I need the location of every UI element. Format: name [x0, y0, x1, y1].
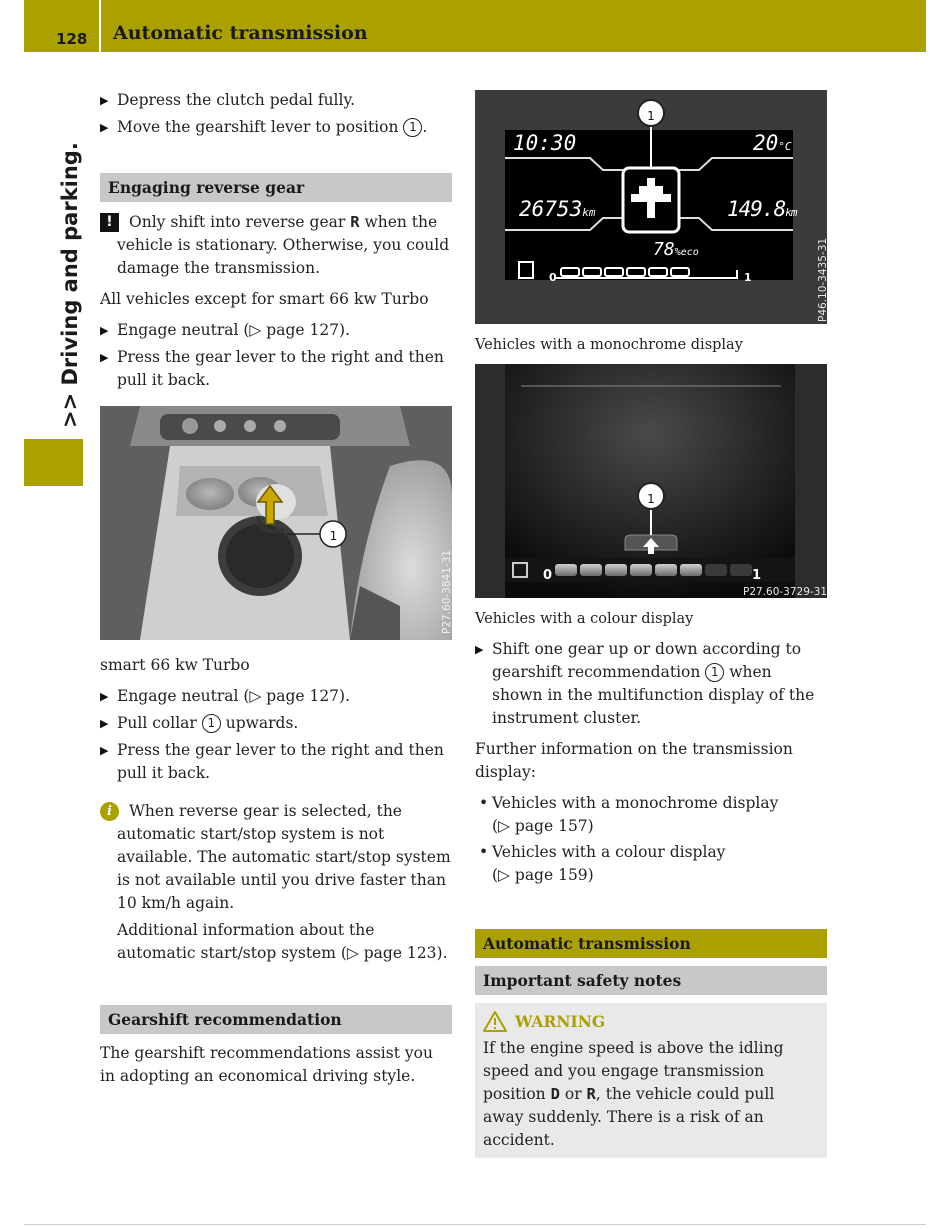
step-arrow-icon: ▶	[475, 643, 484, 656]
chapter-side-label: >> Driving and parking.	[58, 142, 82, 428]
step-arrow-icon: ▶	[100, 121, 109, 134]
display-eco: 78%eco	[653, 239, 699, 260]
warning-text: If the engine speed is above the idling speed and you engage transmission position D or R, the vehicle could pull away suddenly. There is a risk of an accident.	[483, 1039, 784, 1149]
step-text: Move the gearshift lever to position	[117, 118, 399, 136]
chapter-tab-marker	[24, 439, 83, 486]
step-press-lever-turbo	[100, 739, 452, 785]
display-trip: 149.8km	[727, 197, 797, 221]
step-arrow-icon: ▶	[100, 717, 109, 730]
section-heading-safety-notes: Important safety notes	[475, 966, 827, 995]
figure-callout-number: 1	[647, 492, 655, 506]
info-text: When reverse gear is selected, the automatic start/stop system is not available. The automatic start/stop system is not available until you drive faster than 10 km/h again.	[117, 802, 451, 912]
step-engage-neutral	[100, 319, 452, 342]
display-scale-max: 1	[752, 568, 762, 583]
note-reverse-gear	[100, 211, 452, 280]
step-engage-neutral-turbo	[100, 685, 452, 708]
display-scale-max: 1	[744, 271, 752, 284]
step-text: Shift one gear up or down according to gearshift recommendation	[492, 640, 802, 681]
colour-display-illustration	[475, 364, 827, 598]
page-ref-link[interactable]: (▷ page 159)	[492, 866, 594, 884]
step-text: upwards.	[225, 714, 299, 732]
step-text: Depress the clutch pedal fully.	[117, 91, 356, 109]
section-heading-reverse-gear: Engaging reverse gear	[100, 173, 452, 202]
info-icon: i	[100, 802, 119, 821]
warning-triangle-icon	[483, 1011, 507, 1032]
display-odometer: 26753km	[519, 197, 596, 221]
step-arrow-icon: ▶	[100, 94, 109, 107]
callout-number-icon: 1	[403, 118, 422, 137]
step-text: Pull collar	[117, 714, 197, 732]
gearshift-paragraph: The gearshift recommendations assist you in adopting an economical driving style.	[100, 1044, 433, 1085]
section-heading-automatic-transmission: Automatic transmission	[475, 929, 827, 958]
bullet-dot-icon: •	[479, 794, 489, 812]
bullet-monochrome: • Vehicles with a monochrome display (▷ page 157)	[475, 792, 827, 838]
info-start-stop	[100, 800, 452, 965]
caption-colour: Vehicles with a colour display	[475, 611, 694, 627]
step-shift-gear	[475, 638, 827, 730]
section-heading-gearshift: Gearshift recommendation	[100, 1005, 452, 1034]
note-text: Only shift into reverse gear R when the vehicle is stationary. Otherwise, you could damage the transmission.	[117, 213, 450, 277]
caption-monochrome: Vehicles with a monochrome display	[475, 337, 743, 353]
page-title: Automatic transmission	[113, 22, 368, 44]
page-bottom-rule	[24, 1224, 926, 1225]
step-text: when shown in the multifunction display of the instrument cluster.	[492, 663, 815, 727]
display-scale-min: 0	[543, 568, 553, 583]
warning-box	[475, 1003, 827, 1158]
step-text: Press the gear lever to the right and then pull it back.	[117, 741, 444, 782]
gear-r-label: R	[586, 1085, 596, 1103]
figure-code: P46.10-3435-31	[817, 237, 829, 322]
step-press-lever	[100, 346, 452, 392]
step-text: Press the gear lever to the right and then pull it back.	[117, 348, 444, 389]
figure-callout-number: 1	[647, 109, 655, 123]
step-depress-clutch	[100, 89, 452, 112]
smart-turbo-label: smart 66 kw Turbo	[100, 656, 250, 674]
figure-code: P27.60-3729-31	[743, 586, 828, 598]
gear-r-label: R	[350, 213, 360, 231]
step-move-lever: ▶ Move the gearshift lever to position 1 .	[100, 116, 452, 139]
bullet-colour: • Vehicles with a colour display (▷ page 159)	[475, 841, 827, 887]
step-text: Engage neutral (▷ page 127).	[117, 321, 351, 339]
left-column	[100, 88, 452, 1088]
step-arrow-icon: ▶	[100, 744, 109, 757]
callout-number-icon: 1	[705, 663, 724, 682]
all-vehicles-label: All vehicles except for smart 66 kw Turbo	[100, 290, 429, 308]
figure-code: P27.60-3841-31	[441, 549, 453, 634]
figure-monochrome-display	[475, 90, 827, 324]
figure-callout-number: 1	[329, 529, 338, 543]
display-scale-min: 0	[549, 271, 557, 284]
info-text-additional: Additional information about the automatic start/stop system (▷ page 123).	[117, 921, 448, 962]
gear-lever-illustration	[100, 406, 452, 640]
bullet-dot-icon: •	[479, 843, 489, 861]
callout-number-icon: 1	[202, 714, 221, 733]
page-ref-link[interactable]: (▷ page 157)	[492, 817, 594, 835]
step-arrow-icon: ▶	[100, 690, 109, 703]
display-time: 10:30	[513, 131, 577, 155]
display-temperature: 20°C	[753, 131, 792, 155]
warning-label: WARNING	[515, 1012, 606, 1031]
figure-colour-display	[475, 364, 827, 598]
right-column	[475, 88, 827, 1158]
page-number: 128	[56, 30, 88, 48]
gear-d-label: D	[550, 1085, 560, 1103]
step-text: Engage neutral (▷ page 127).	[117, 687, 351, 705]
step-arrow-icon: ▶	[100, 351, 109, 364]
step-arrow-icon: ▶	[100, 324, 109, 337]
step-pull-collar	[100, 712, 452, 735]
figure-gear-lever-photo	[100, 406, 452, 640]
further-info-paragraph: Further information on the transmission display:	[475, 740, 793, 781]
warning-header	[483, 1007, 819, 1037]
header-divider	[99, 0, 101, 52]
exclamation-icon: !	[100, 213, 119, 232]
